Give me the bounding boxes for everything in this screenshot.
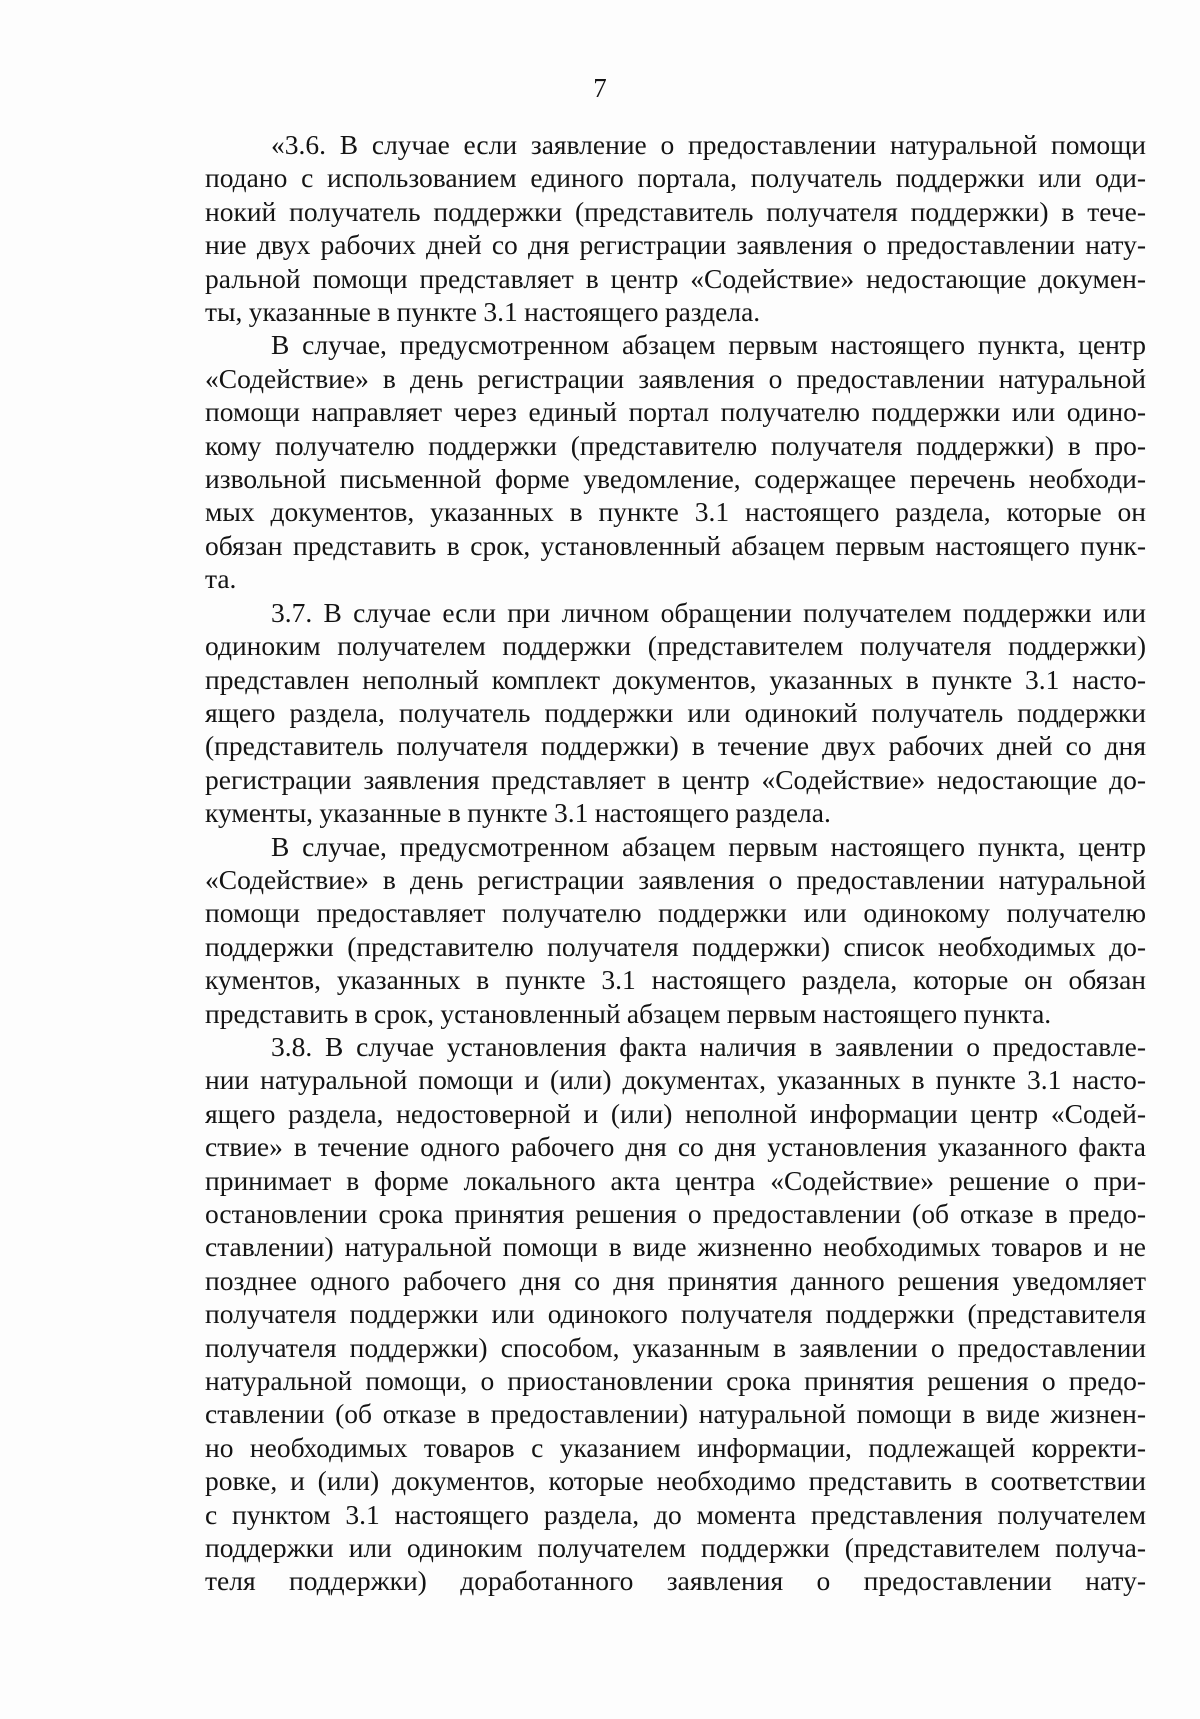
text-line: представить в срок, установленный абзацем первым настоящего пункта. (205, 997, 1052, 1029)
text-line: та. (205, 563, 237, 595)
text-line: остановлении срока принятия решения о предоставлении (об отказе в предо- (205, 1198, 1146, 1229)
text-line: с пунктом 3.1 настоящего раздела, до момента представления получателем (205, 1498, 1146, 1530)
text-line: 3.7. В случае если при личном обращении получателем поддержки или (271, 596, 1146, 628)
text-line: натуральной помощи, о приостановлении срока принятия решения о предо- (205, 1365, 1146, 1397)
text-line: ящего раздела, получатель поддержки или одинокий получатель поддержки (205, 696, 1146, 728)
page-number: 7 (593, 73, 607, 103)
text-line: кументов, указанных в пункте 3.1 настоящего раздела, которые он обязан (205, 964, 1146, 996)
text-line: получателя поддержки) способом, указанным в заявлении о предоставлении (205, 1331, 1146, 1363)
text-line: поддержки или одиноким получателем поддержки (представителем получа- (205, 1532, 1146, 1564)
text-line: ты, указанные в пункте 3.1 настоящего раздела. (205, 296, 761, 328)
text-line: ящего раздела, недостоверной и (или) неполной информации центр «Содей- (205, 1097, 1146, 1129)
text-line: ние двух рабочих дней со дня регистрации заявления о предоставлении нату- (205, 229, 1146, 261)
text-line: регистрации заявления представляет в центр «Содействие» недостающие до- (205, 763, 1146, 795)
text-line: ральной помощи представляет в центр «Содействие» недостающие докумен- (205, 262, 1146, 294)
text-line: ровке, и (или) документов, которые необходимо представить в соответствии (205, 1465, 1146, 1497)
text-line: позднее одного рабочего дня со дня принятия данного решения уведомляет (205, 1264, 1146, 1296)
paragraph-3-7-second (205, 830, 1146, 1030)
document-body (205, 128, 1146, 1598)
text-line: нокий получатель поддержки (представитель получателя поддержки) в тече- (205, 195, 1146, 227)
text-line: кументы, указанные в пункте 3.1 настоящего раздела. (205, 797, 831, 829)
paragraph-3-7 (205, 596, 1146, 830)
text-line: ствие» в течение одного рабочего дня со дня установления указанного факта (205, 1131, 1146, 1163)
text-line: извольной письменной форме уведомление, содержащее перечень необходи- (205, 463, 1146, 495)
paragraph-3-6 (205, 128, 1146, 328)
text-line: но необходимых товаров с указанием информации, подлежащей корректи- (205, 1431, 1146, 1463)
text-line: «Содействие» в день регистрации заявления о предоставлении натуральной (205, 362, 1146, 394)
text-line: «Содействие» в день регистрации заявления о предоставлении натуральной (205, 863, 1146, 895)
text-line: принимает в форме локального акта центра «Содействие» решение о при- (205, 1164, 1146, 1196)
text-line: (представитель получателя поддержки) в течение двух рабочих дней со дня (205, 730, 1146, 762)
text-line: помощи направляет через единый портал получателю поддержки или одино- (205, 396, 1146, 428)
text-line: нии натуральной помощи и (или) документах, указанных в пункте 3.1 насто- (205, 1064, 1146, 1096)
text-line: теля поддержки) доработанного заявления о предоставлении нату- (205, 1565, 1146, 1597)
text-line: представлен неполный комплект документов, указанных в пункте 3.1 насто- (205, 663, 1146, 695)
text-line: 3.8. В случае установления факта наличия в заявлении о предоставле- (271, 1030, 1146, 1062)
text-line: мых документов, указанных в пункте 3.1 настоящего раздела, которые он (205, 496, 1146, 528)
text-line: получателя поддержки или одинокого получателя поддержки (представителя (205, 1298, 1146, 1330)
paragraph-3-6-second (205, 328, 1146, 595)
text-line: обязан представить в срок, установленный абзацем первым настоящего пунк- (205, 529, 1146, 561)
text-line: подано с использованием единого портала, получатель поддержки или оди- (205, 162, 1146, 194)
text-line: одиноким получателем поддержки (представителем получателя поддержки) (205, 630, 1146, 662)
text-line: ставлении) натуральной помощи в виде жизненно необходимых товаров и не (205, 1231, 1146, 1263)
paragraph-3-8 (205, 1030, 1146, 1598)
text-line: помощи предоставляет получателю поддержки или одинокому получателю (205, 897, 1146, 929)
text-line: В случае, предусмотренном абзацем первым настоящего пункта, центр (271, 830, 1146, 862)
text-line: В случае, предусмотренном абзацем первым настоящего пункта, центр (271, 329, 1146, 361)
text-line: ставлении (об отказе в предоставлении) натуральной помощи в виде жизнен- (205, 1398, 1146, 1430)
text-line: поддержки (представителю получателя поддержки) список необходимых до- (205, 930, 1146, 962)
text-line: кому получателю поддержки (представителю получателя поддержки) в про- (205, 429, 1146, 461)
text-line: «3.6. В случае если заявление о предоставлении натуральной помощи (271, 129, 1146, 160)
